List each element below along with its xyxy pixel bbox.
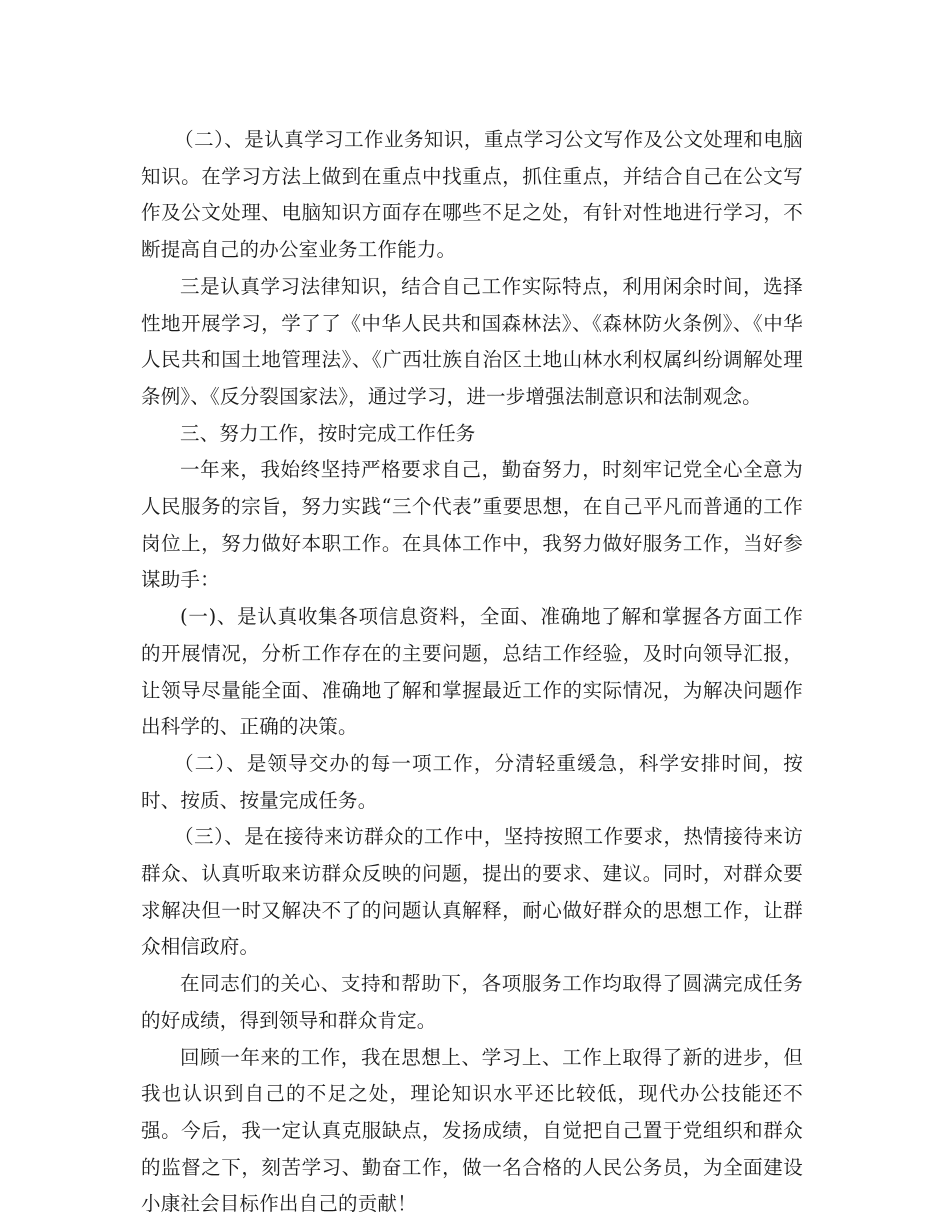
paragraph-collect-info: (一)、是认真收集各项信息资料，全面、准确地了解和掌握各方面工作的开展情况，分析工作存在的主要问题，总结工作经验，及时向领导汇报，让领导尽量能全面、准确地了解和掌握最近工作的实际情况，为解决问题作出科学的、正确的决策。 — [141, 605, 803, 739]
paragraph-year-summary: 一年来，我始终坚持严格要求自己，勤奋努力，时刻牢记党全心全意为人民服务的宗旨，努力实践“三个代表”重要思想，在自己平凡而普通的工作岗位上，努力做好本职工作。在具体工作中，我努力做好服务工作，当好参谋助手： — [141, 458, 803, 592]
paragraph-study-business: （二）、是认真学习工作业务知识，重点学习公文写作及公文处理和电脑知识。在学习方法上做到在重点中找重点，抓住重点，并结合自己在公文写作及公文处理、电脑知识方面存在哪些不足之处，有针对性地进行学习，不断提高自己的办公室业务工作能力。 — [141, 128, 803, 262]
paragraph-leader-tasks: （二）、是领导交办的每一项工作，分清轻重缓急，科学安排时间，按时、按质、按量完成任务。 — [141, 751, 803, 812]
section-heading-work: 三、努力工作，按时完成工作任务 — [180, 421, 476, 445]
document-body — [141, 122, 803, 1223]
paragraph-review: 回顾一年来的工作，我在思想上、学习上、工作上取得了新的进步，但我也认识到自己的不足之处，理论知识水平还比较低，现代办公技能还不强。今后，我一定认真克服缺点，发扬成绩，自觉把自己置于党组织和群众的监督之下，刻苦学习、勤奋工作，做一名合格的人民公务员，为全面建设小康社会目标作出自己的贡献！ — [141, 1045, 803, 1216]
paragraph-receive-visitors: （三）、是在接待来访群众的工作中，坚持按照工作要求，热情接待来访群众、认真听取来访群众反映的问题，提出的要求、建议。同时，对群众要求解决但一时又解决不了的问题认真解释，耐心做好群众的思想工作，让群众相信政府。 — [141, 825, 803, 959]
paragraph-achievements: 在同志们的关心、支持和帮助下，各项服务工作均取得了圆满完成任务的好成绩，得到领导和群众肯定。 — [141, 972, 803, 1032]
paragraph-study-law: 三是认真学习法律知识，结合自己工作实际特点，利用闲余时间，选择性地开展学习，学了了《中华人民共和国森林法》、《森林防火条例》、《中华人民共和国土地管理法》、《广西壮族自治区土地山林水利权属纠纷调解处理条例》、《反分裂国家法》，通过学习，进一步增强法制意识和法制观念。 — [141, 274, 803, 408]
